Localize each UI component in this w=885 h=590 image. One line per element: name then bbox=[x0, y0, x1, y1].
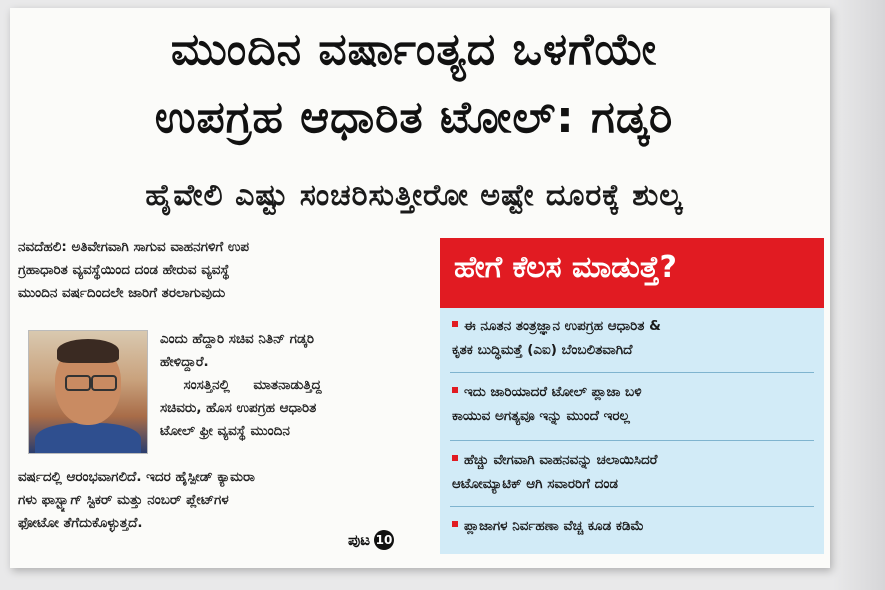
article-line: ಎಂದು ಹೆದ್ದಾರಿ ಸಚಿವ ನಿತಿನ್ ಗಡ್ಕರಿ bbox=[160, 331, 314, 347]
page-edge-shadow bbox=[833, 0, 885, 590]
continued-label: ಪುಟ bbox=[348, 531, 371, 549]
continued-page-number: 10 bbox=[374, 530, 394, 550]
subheading: ಹೈವೇಲಿ ಎಷ್ಟು ಸಂಚರಿಸುತ್ತೀರೋ ಅಷ್ಟೇ ದೂರಕ್ಕೆ ಶುಲ್ಕ bbox=[145, 178, 683, 213]
article-line: ಸಚಿವರು, ಹೊಸ ಉಪಗ್ರಹ ಆಧಾರಿತ bbox=[160, 400, 317, 416]
bullet-icon bbox=[452, 321, 458, 327]
minister-photo bbox=[28, 330, 148, 454]
article-line: ವರ್ಷದಲ್ಲಿ ಆರಂಭವಾಗಲಿದೆ. ಇದರ ಹೈಸ್ಪೀಡ್ ಕ್ಯಾಮರಾ bbox=[18, 469, 255, 485]
article-line: ನವದೆಹಲಿ: ಅತಿವೇಗವಾಗಿ ಸಾಗುವ ವಾಹನಗಳಿಗೆ ಉಪ bbox=[18, 239, 250, 255]
bullet-icon bbox=[452, 521, 458, 527]
divider bbox=[450, 372, 814, 373]
article-middle bbox=[160, 328, 432, 443]
bullet-icon bbox=[452, 455, 458, 461]
sidebar-box-title: ಹೇಗೆ ಕೆಲಸ ಮಾಡುತ್ತೆ? bbox=[454, 250, 677, 285]
article-line: ಟೋಲ್ ಫ್ರೀ ವ್ಯವಸ್ಥೆ ಮುಂದಿನ bbox=[160, 423, 290, 439]
article-intro bbox=[18, 236, 430, 305]
article-line: ಹೇಳಿದ್ದಾರೆ. bbox=[160, 354, 209, 370]
continued-on-page bbox=[348, 530, 394, 550]
divider bbox=[450, 506, 814, 507]
bullet-icon bbox=[452, 387, 458, 393]
article-line: ಗ್ರಹಾಧಾರಿತ ವ್ಯವಸ್ಥೆಯಿಂದ ದಂಡ ಹೇರುವ ವ್ಯವಸ್ಥೆ bbox=[18, 262, 230, 278]
divider bbox=[450, 440, 814, 441]
dateline: ನವದೆಹಲಿ: bbox=[18, 239, 67, 255]
list-item: ಪ್ಲಾಜಾಗಳ ನಿರ್ವಹಣಾ ವೆಚ್ಚ ಕೂಡ ಕಡಿಮೆ bbox=[452, 514, 814, 538]
article-line: ಸಂಸತ್ತಿನಲ್ಲಿ ಮಾತನಾಡುತ್ತಿದ್ದ bbox=[160, 377, 322, 393]
sidebar-box-header bbox=[440, 238, 824, 308]
article-line: ಮುಂದಿನ ವರ್ಷದಿಂದಲೇ ಜಾರಿಗೆ ತರಲಾಗುವುದು bbox=[18, 285, 226, 301]
list-item: ಈ ನೂತನ ತಂತ್ರಜ್ಞಾನ ಉಪಗ್ರಹ ಆಧಾರಿತ & ಕೃತಕ ಬುದ್ಧಿಮತ್ತೆ (ಎಐ) ಬೆಂಬಲಿತವಾಗಿದೆ bbox=[452, 318, 661, 358]
list-item: ಹೆಚ್ಚು ವೇಗವಾಗಿ ವಾಹನವನ್ನು ಚಲಾಯಿಸಿದರೆ ಆಟೋಮ್ಯಾಟಿಕ್ ಆಗಿ ಸವಾರರಿಗೆ ದಂಡ bbox=[452, 452, 658, 492]
article-line: ಫೋಟೋ ತೆಗೆದುಕೊಳ್ಳುತ್ತದೆ. bbox=[18, 515, 143, 531]
article-line: ಗಳು ಫಾಸ್ಟ್ಯಾಗ್ ಸ್ಟಿಕರ್ ಮತ್ತು ನಂಬರ್ ಪ್ಲೇಟ್‌ಗಳ bbox=[18, 492, 229, 508]
headline-line-2: ಉಪಗ್ರಹ ಆಧಾರಿತ ಟೋಲ್: ಗಡ್ಕರಿ bbox=[154, 92, 674, 143]
list-item: ಇದು ಜಾರಿಯಾದರೆ ಟೋಲ್ ಪ್ಲಾಜಾ ಬಳಿ ಕಾಯುವ ಅಗತ್ಯವೂ ಇನ್ನು ಮುಂದೆ ಇರಲ್ಲ bbox=[452, 384, 642, 424]
article-end bbox=[18, 466, 430, 535]
headline-line-1: ಮುಂದಿನ ವರ್ಷಾಂತ್ಯದ ಒಳಗೆಯೇ bbox=[170, 24, 658, 75]
sidebar-box bbox=[440, 308, 824, 554]
